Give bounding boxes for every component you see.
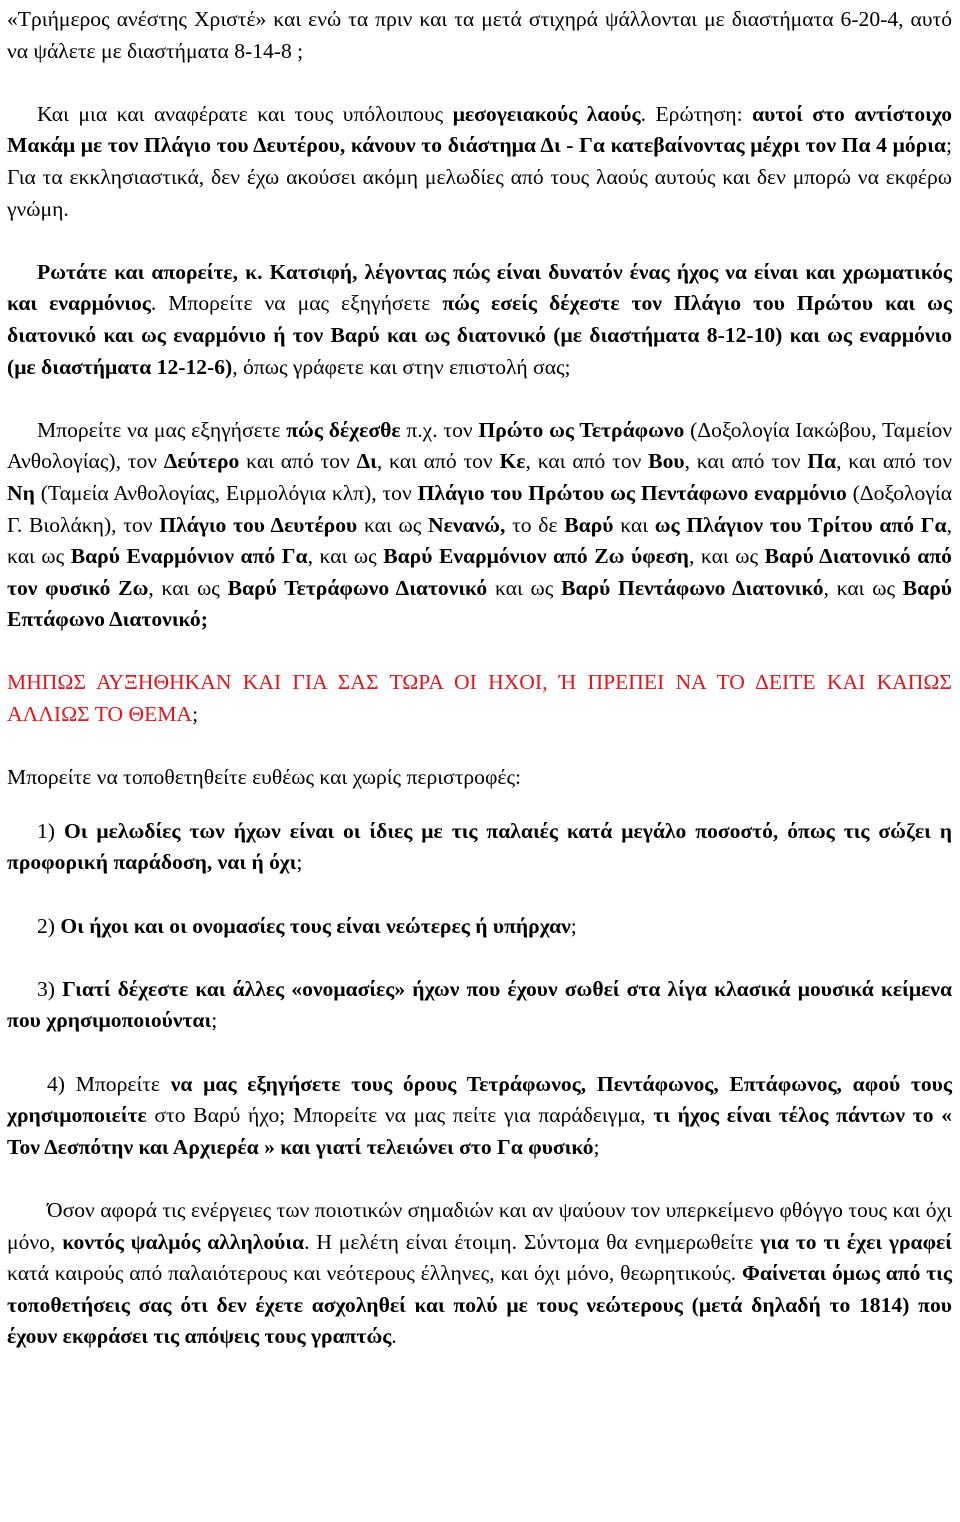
text-run: ; Για τα εκκλησιαστικά, δεν έχω ακούσει ακόμη μελωδίες από τους λαούς αυτούς και δεν μπορώ να εκφέρω γνώμη. — [7, 133, 952, 221]
text-run: ; — [211, 1008, 218, 1033]
text-run: 4) Μπορείτε — [47, 1071, 171, 1096]
bold-text: Βαρύ Διατονικό από τον φυσικό Ζω — [7, 544, 952, 600]
bold-text: για το τι έχει γραφεί — [760, 1229, 952, 1254]
paragraph-conclusion — [7, 1195, 952, 1353]
text-run: , όπως γράφετε και στην επιστολή σας; — [232, 354, 571, 379]
bold-text: Οι ήχοι και οι ονομασίες τους είναι νεώτερες ή υπήρχαν — [60, 913, 571, 938]
text-run: και από τον — [239, 449, 357, 474]
bold-text: Κε — [499, 449, 526, 474]
bold-text: πώς εσείς δέχεστε τον Πλάγιο του Πρώτου και ως διατονικό και ως εναρμόνιο ή τον Βαρύ και ως διατονικό (με διαστήματα 8-12-10) και ως εναρμόνιο (με διαστήματα 12-12-6) — [7, 291, 953, 379]
bold-text: Δεύτερο — [163, 449, 240, 474]
bold-text: Νη — [7, 480, 35, 505]
bold-text: Πρώτο ως Τετράφωνο — [478, 417, 685, 442]
text-run: Μπορείτε να μας εξηγήσετε — [37, 417, 287, 442]
text-run: , και ως — [823, 575, 903, 600]
question-4 — [7, 1069, 952, 1164]
bold-text: τι ήχος είναι τέλος πάντων το « Τον Δεσπότην και Αρχιερέα » και γιατί τελειώνει στο Γα φυσικό — [7, 1103, 952, 1159]
bold-text: κοντός ψαλμός αλληλούια — [62, 1229, 305, 1254]
text-run: και ως — [487, 575, 562, 600]
bold-text: Πλάγιο του Δευτέρου — [159, 512, 358, 537]
text-run: ; — [296, 850, 303, 875]
text-run: , και ως — [148, 575, 228, 600]
paragraph-chromatic-question — [7, 257, 952, 383]
text-run: Όσον αφορά τις ενέργειες των ποιοτικών σημαδιών και αν ψαύουν τον υπερκείμενο φθόγγο τους και όχι μόνο, — [7, 1197, 952, 1254]
text-run: (Δοξολογία Ιακώβου, Ταμείον Ανθολογίας), τον — [7, 417, 953, 474]
text-run: π.χ. τον — [400, 417, 479, 442]
bold-text: πώς δέχεσθε — [286, 417, 401, 442]
text-run: . Η μελέτη είναι έτοιμη. Σύντομα θα ενημερωθείτε — [304, 1229, 761, 1254]
bold-text: Φαίνεται όμως από τις τοποθετήσεις σας ότι δεν έχετε ασχοληθεί και πολύ με τους νεώτερους (μετά δηλαδή το 1814) που έχουν εκφράσει τις απόψεις τους γραπτώς — [7, 1261, 952, 1349]
text-run: Και μια και αναφέρατε και τους υπόλοιπους — [37, 101, 453, 126]
text-run: (Ταμεία Ανθολογίας, Ειρμολόγια κλπ), τον — [34, 480, 418, 505]
bold-text: Ρωτάτε και απορείτε, κ. Κατσιφή, λέγοντας πώς είναι δυνατόν ένας ήχος να είναι και χρωματικός και εναρμόνιος — [7, 259, 952, 316]
text-run: , και από τον — [836, 449, 952, 474]
text-run: το δε — [505, 512, 565, 537]
text-run: 2) — [37, 913, 61, 938]
bold-text: Βου — [648, 449, 685, 474]
paragraph-modes-question — [7, 415, 952, 636]
text-run: 1) — [37, 818, 64, 843]
bold-text: Βαρύ Εναρμόνιον από Γα — [70, 544, 308, 569]
question-3 — [7, 974, 952, 1037]
text-run: . Μπορείτε να μας εξηγήσετε — [150, 291, 443, 316]
question-2 — [7, 911, 952, 943]
paragraph-intro: «Τριήμερος ανέστης Χριστέ» και ενώ τα πριν και τα μετά στιχηρά ψάλλονται με διαστήματα 6-20-4, αυτό να ψάλετε με διαστήματα 8-14-8 ; — [7, 7, 952, 63]
paragraph-red-question — [7, 667, 952, 730]
text-run: και ως — [357, 512, 428, 537]
bold-text: Νενανώ, — [428, 512, 506, 537]
bold-text: να μας εξηγήσετε τους όρους Τετράφωνος, Πεντάφωνος, Επτάφωνος, αφού τους χρησιμοποιείτε — [7, 1071, 952, 1128]
bold-text: Δι — [356, 449, 377, 474]
bold-text: Βαρύ — [564, 512, 614, 537]
text-run: ; — [570, 913, 577, 938]
bold-text: Πλάγιο του Πρώτου ως Πεντάφωνο εναρμόνιο — [417, 480, 847, 505]
text-run: , και από τον — [684, 449, 808, 474]
text-run: , και από τον — [525, 449, 649, 474]
text-run: . Ερώτηση: — [640, 101, 753, 126]
text-run: , και από τον — [376, 449, 500, 474]
bold-text: Πα — [807, 449, 837, 474]
text-run: 3) — [37, 976, 63, 1001]
paragraph-direct-answer: Μπορείτε να τοποθετηθείτε ευθέως και χωρίς περιστροφές: — [7, 765, 522, 790]
paragraph-mediterranean — [7, 99, 952, 225]
text-run: ; — [593, 1134, 600, 1159]
text-run: . — [391, 1324, 397, 1349]
bold-text: Βαρύ Τετράφωνο Διατονικό — [227, 575, 488, 600]
text-run: (Δοξολογία Γ. Βιολάκη), τον — [7, 480, 953, 537]
bold-text: μεσογειακούς λαούς — [452, 101, 641, 126]
bold-text: Βαρύ Επτάφωνο Διατονικό; — [7, 575, 952, 632]
text-run: , και ως — [307, 544, 384, 569]
bold-text: ως Πλάγιον του Τρίτου από Γα — [654, 512, 947, 537]
text-run: κατά καιρούς από παλαιότερους και νεότερους έλληνες, και όχι μόνο, θεωρητικούς. — [7, 1261, 742, 1286]
bold-text: Γιατί δέχεστε και άλλες «ονομασίες» ήχων που έχουν σωθεί στα λίγα κλασικά μουσικά κείμενα που χρησιμοποιούνται — [7, 976, 953, 1033]
question-1 — [7, 816, 952, 879]
text-run: ; — [192, 702, 199, 727]
bold-text: Βαρύ Εναρμόνιον από Ζω ύφεση — [383, 544, 689, 569]
bold-text: αυτοί στο αντίστοιχο Μακάμ με τον Πλάγιο του Δευτέρου, κάνουν το διάστημα Δι - Γα κατεβαίνοντας μέχρι τον Πα 4 μόρια — [7, 101, 953, 158]
red-emphasis-text: ΜΗΠΩΣ ΑΥΞΗΘΗΚΑΝ ΚΑΙ ΓΙΑ ΣΑΣ ΤΩΡΑ ΟΙ ΗΧΟΙ, Ή ΠΡΕΠΕΙ ΝΑ ΤΟ ΔΕΙΤΕ ΚΑΙ ΚΑΠΩΣ ΑΛΛΙΩΣ ΤΟ ΘΕΜΑ — [7, 670, 952, 727]
text-run: και — [613, 512, 655, 537]
bold-text: Βαρύ Πεντάφωνο Διατονικό — [561, 575, 824, 600]
text-run: στο Βαρύ ήχο; Μπορείτε να μας πείτε για παράδειγμα, — [146, 1103, 654, 1128]
bold-text: Οι μελωδίες των ήχων είναι οι ίδιες με τις παλαιές κατά μεγάλο ποσοστό, όπως τις σώζει η προφορική παράδοση, ναι ή όχι — [7, 818, 953, 875]
text-run: , και ως — [688, 544, 765, 569]
text-run: , και ως — [7, 512, 952, 569]
